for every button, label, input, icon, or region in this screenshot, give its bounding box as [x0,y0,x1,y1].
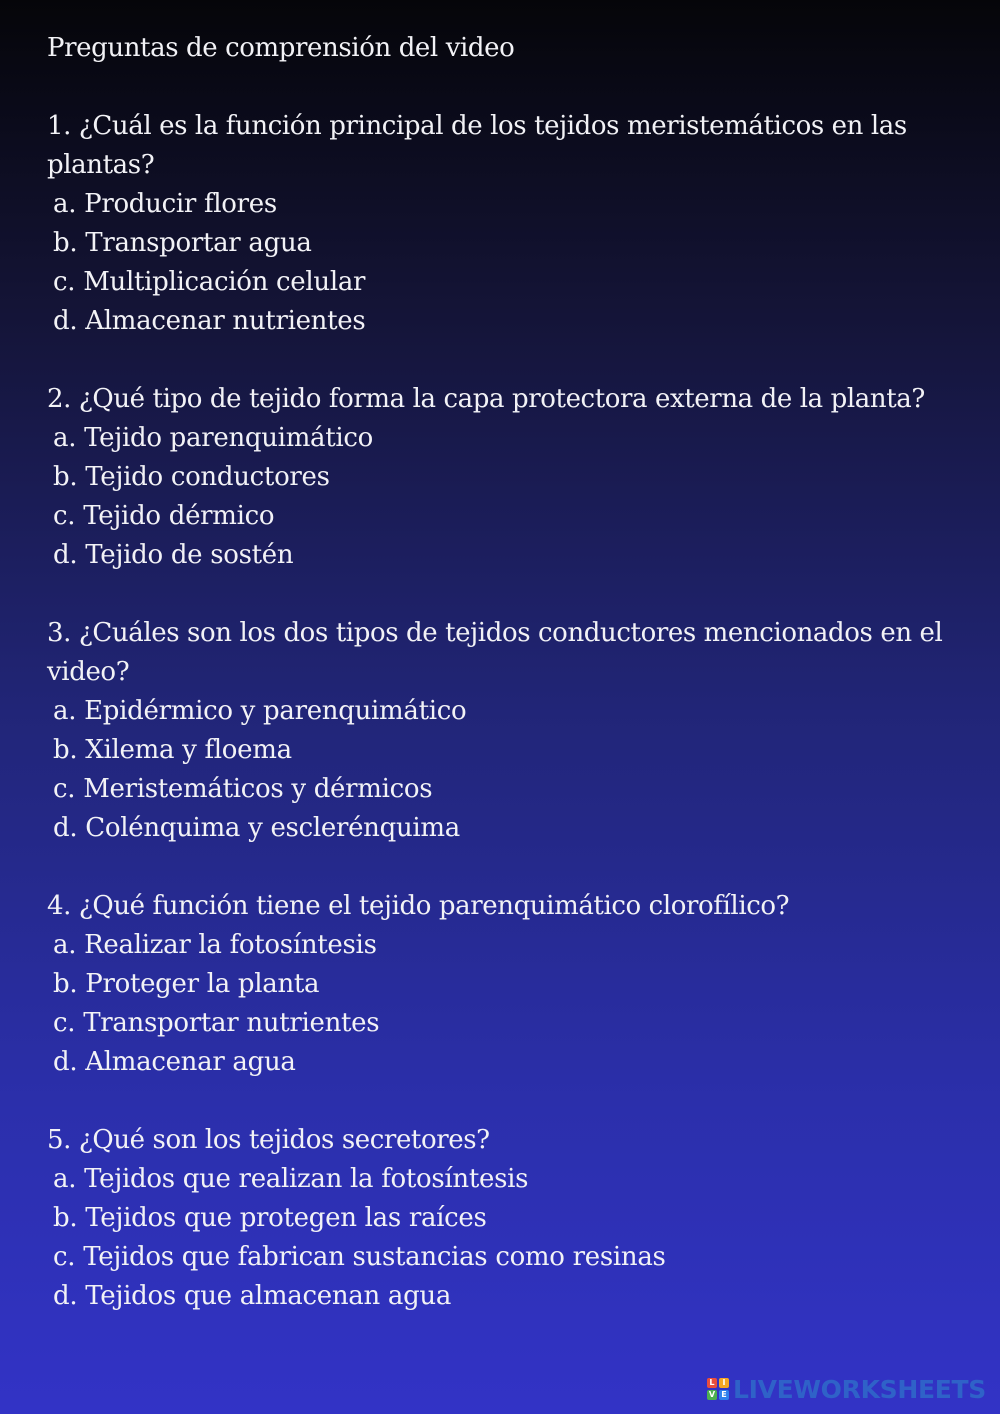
logo-tile: I [719,1378,729,1388]
logo-tile: V [708,1390,716,1399]
answer-option-a: a. Tejido parenquimático [53,423,374,453]
answer-option-b: b. Tejidos que protegen las raíces [53,1203,487,1233]
answer-option-d: d. Colénquima y esclerénquima [53,813,460,843]
answer-option-a: a. Epidérmico y parenquimático [53,696,467,726]
answer-option-d: d. Almacenar agua [53,1047,296,1077]
question-block-2 [47,380,992,575]
answer-option-b: b. Xilema y floema [53,735,292,765]
logo-tiles-icon [707,1378,729,1400]
answer-option-a: a. Realizar la fotosíntesis [53,930,377,960]
answer-option-c: c. Tejido dérmico [53,501,275,531]
spacer [47,68,992,107]
answer-option-d: d. Tejidos que almacenan agua [53,1281,452,1311]
answer-option-c: c. Meristemáticos y dérmicos [53,774,433,804]
answer-option-b: b. Transportar agua [53,228,312,258]
answer-option-b: b. Proteger la planta [53,969,320,999]
liveworksheets-logo [707,1374,986,1404]
worksheet-page [47,29,992,1355]
question-block-5 [47,1121,992,1316]
question-block-3 [47,614,992,848]
answer-option-c: c. Multiplicación celular [53,267,366,297]
answer-option-a: a. Producir flores [53,189,277,219]
question-text: 5. ¿Qué son los tejidos secretores? [47,1125,490,1155]
question-text: 1. ¿Cuál es la función principal de los tejidos meristemáticos en las plantas? [47,111,907,180]
question-text: 2. ¿Qué tipo de tejido forma la capa protectora externa de la planta? [47,384,925,414]
logo-tile: L [707,1378,717,1388]
question-text: 3. ¿Cuáles son los dos tipos de tejidos conductores mencionados en el video? [47,618,943,687]
question-block-4 [47,887,992,1082]
page-title: Preguntas de comprensión del video [47,33,515,63]
logo-tile: E [719,1390,729,1400]
answer-option-b: b. Tejido conductores [53,462,330,492]
answer-option-d: d. Almacenar nutrientes [53,306,366,336]
question-block-1 [47,107,992,341]
answer-option-d: d. Tejido de sostén [53,540,294,570]
answer-option-c: c. Transportar nutrientes [53,1008,380,1038]
answer-option-c: c. Tejidos que fabrican sustancias como resinas [53,1242,666,1272]
logo-text: LIVEWORKSHEETS [732,1374,986,1404]
answer-option-a: a. Tejidos que realizan la fotosíntesis [53,1164,529,1194]
question-text: 4. ¿Qué función tiene el tejido parenquimático clorofílico? [47,891,790,921]
